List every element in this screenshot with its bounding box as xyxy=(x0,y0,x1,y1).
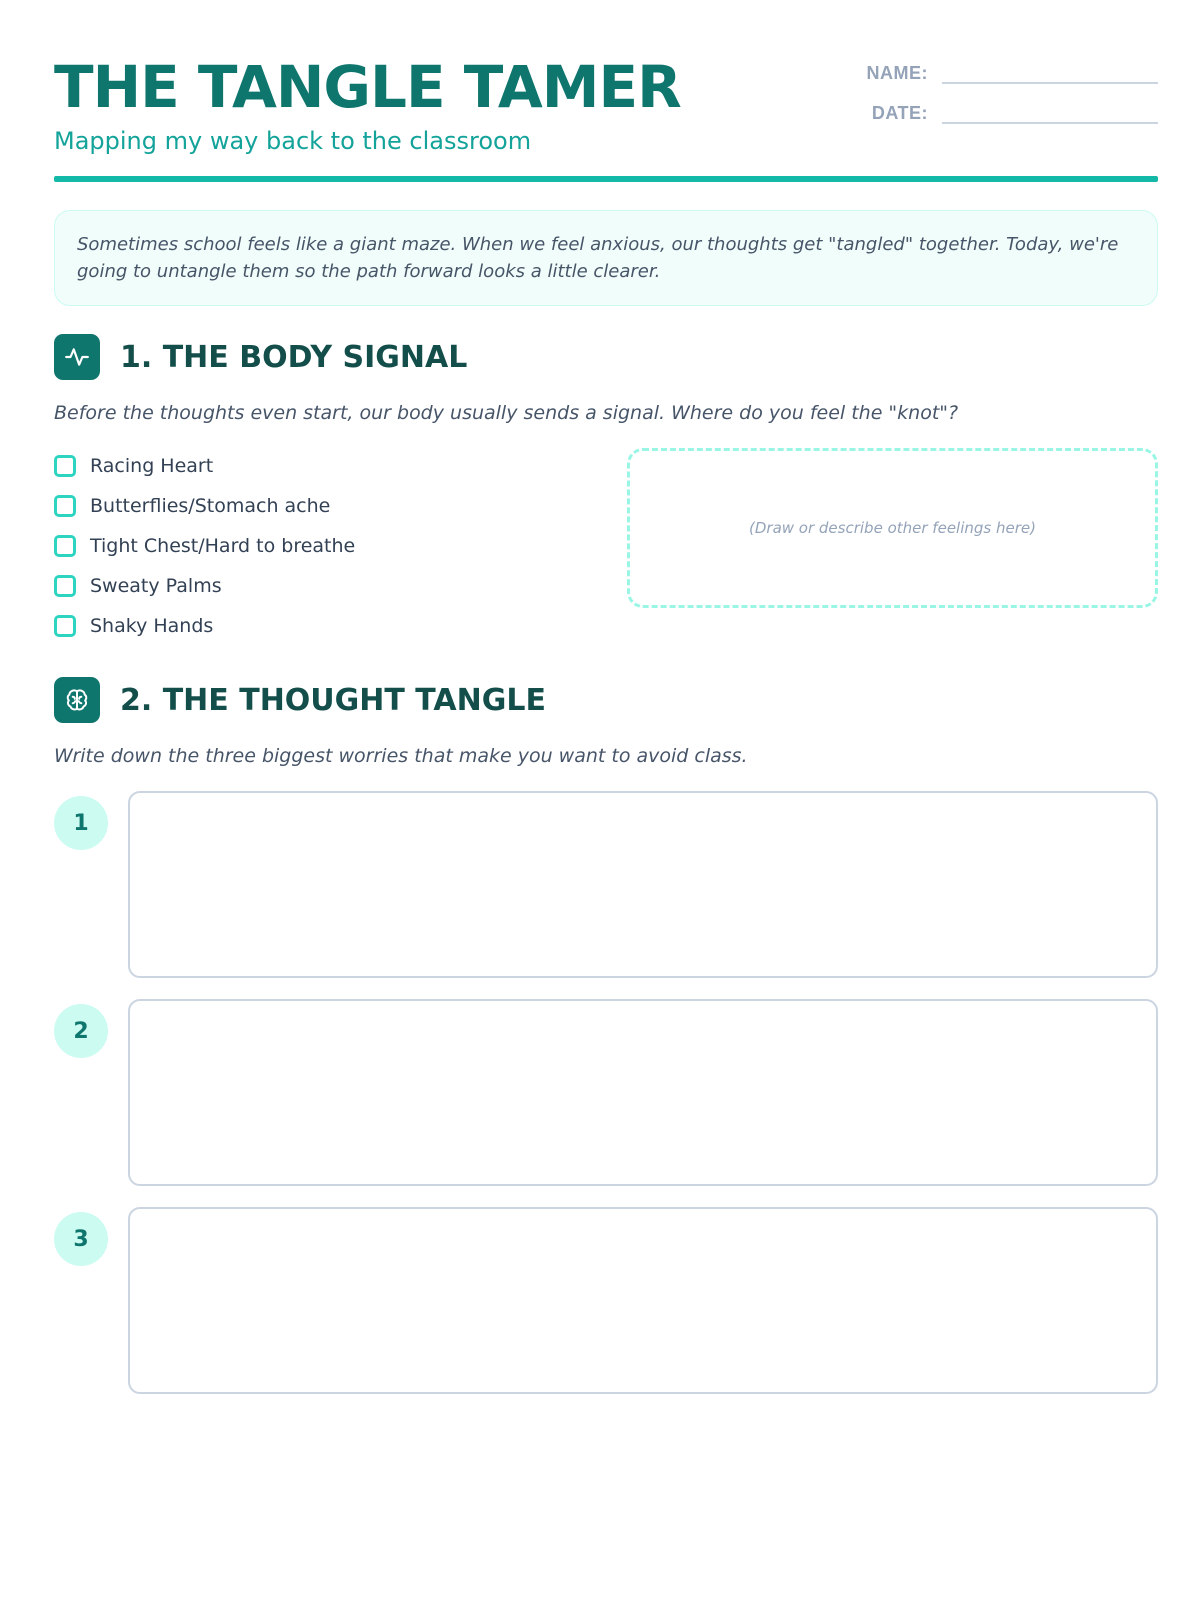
drawing-area-hint: (Draw or describe other feelings here) xyxy=(749,519,1036,537)
checkbox[interactable] xyxy=(54,575,76,597)
date-label: DATE: xyxy=(871,103,928,123)
page-title: THE TANGLE TAMER xyxy=(54,53,681,121)
name-label: NAME: xyxy=(866,63,928,83)
section-body-signal-title: 1. THE BODY SIGNAL xyxy=(120,339,468,375)
worry-number: 2 xyxy=(54,1004,108,1058)
worry-input-2[interactable] xyxy=(128,999,1158,1186)
worry-input-3[interactable] xyxy=(128,1207,1158,1394)
intro-box: Sometimes school feels like a giant maze. When we feel anxious, our thoughts get "tangled" together. Today, we're going to untangle them so the path forward looks a little clearer. xyxy=(54,210,1158,306)
checklist-item-label: Tight Chest/Hard to breathe xyxy=(90,535,356,557)
worksheet-page xyxy=(54,0,1158,1600)
checklist-item[interactable] xyxy=(54,606,355,646)
page-subtitle: Mapping my way back to the classroom xyxy=(54,127,532,155)
section-thought-tangle-header xyxy=(54,677,546,723)
section-thought-tangle-description: Write down the three biggest worries that make you want to avoid class. xyxy=(54,745,748,767)
checklist-item-label: Butterflies/Stomach ache xyxy=(90,495,331,517)
checklist-item-label: Shaky Hands xyxy=(90,615,214,637)
checklist-item[interactable] xyxy=(54,486,355,526)
worry-number: 1 xyxy=(54,796,108,850)
checkbox[interactable] xyxy=(54,535,76,557)
checkbox[interactable] xyxy=(54,455,76,477)
checkbox[interactable] xyxy=(54,495,76,517)
drawing-area[interactable] xyxy=(627,448,1158,608)
checklist-item[interactable] xyxy=(54,526,355,566)
checklist-item-label: Racing Heart xyxy=(90,455,214,477)
section-body-signal-description: Before the thoughts even start, our body usually sends a signal. Where do you feel the "knot"? xyxy=(54,402,959,424)
brain-icon xyxy=(54,677,100,723)
date-row xyxy=(872,100,1158,124)
section-thought-tangle-title: 2. THE THOUGHT TANGLE xyxy=(120,682,546,718)
name-field[interactable] xyxy=(942,60,1158,84)
checklist-item[interactable] xyxy=(54,566,355,606)
name-row xyxy=(867,60,1159,84)
worry-number: 3 xyxy=(54,1212,108,1266)
worry-input-1[interactable] xyxy=(128,791,1158,978)
checkbox[interactable] xyxy=(54,615,76,637)
section-body-signal-header xyxy=(54,334,467,380)
checklist-item[interactable] xyxy=(54,446,355,486)
checklist-item-label: Sweaty Palms xyxy=(90,575,222,597)
date-field[interactable] xyxy=(942,100,1158,124)
pulse-icon xyxy=(54,334,100,380)
header-divider xyxy=(54,176,1158,182)
body-signal-checklist xyxy=(54,446,355,646)
